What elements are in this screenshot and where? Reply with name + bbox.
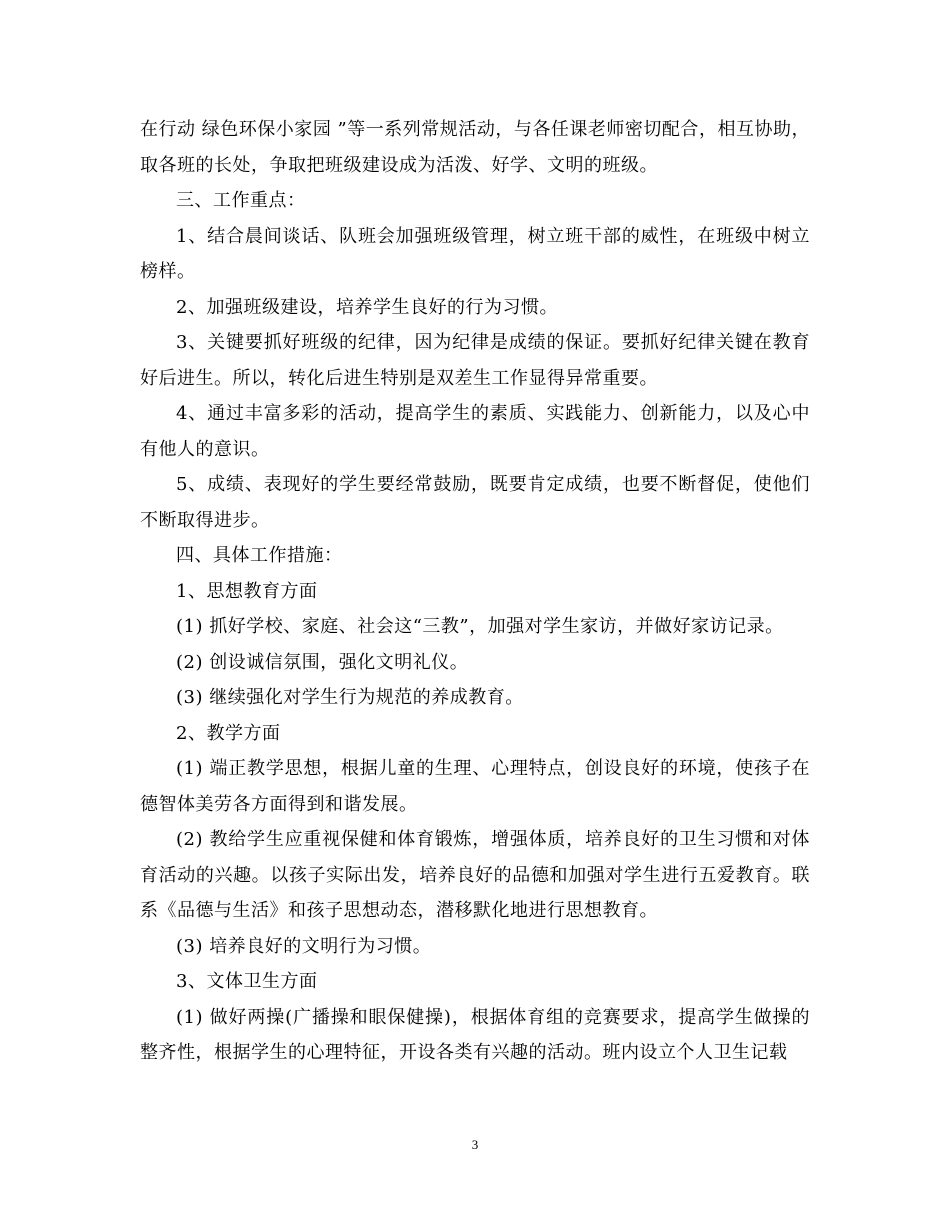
paragraph-continuation: 在行动 绿色环保小家园 ”等一系列常规活动，与各任课老师密切配合，相互协助，取各班的长处，争取把班级建设成为活泼、好学、文明的班级。 (140, 119, 810, 176)
section-heading-measures: 四、具体工作措施： (176, 545, 343, 566)
paragraph-focus-2: 2、加强班级建设，培养学生良好的行为习惯。 (176, 296, 558, 318)
page-number: 3 (471, 1137, 479, 1152)
paragraph-sports-1: (1) 做好两操(广播操和眼保健操)，根据体育组的竞赛要求，提高学生做操的整齐性，根据学生的心理特征，开设各类有兴趣的活动。班内设立个人卫生记载 (140, 1006, 810, 1063)
paragraph-ideological-1: (1) 抓好学校、家庭、社会这“三教”，加强对学生家访，并做好家访记录。 (176, 616, 784, 637)
section-heading-work-focus: 三、工作重点： (176, 190, 306, 211)
paragraph-focus-1: 1、结合晨间谈话、队班会加强班级管理，树立班干部的威性，在班级中树立榜样。 (140, 225, 810, 282)
paragraph-focus-3: 3、关键要抓好班级的纪律，因为纪律是成绩的保证。要抓好纪律关键在教育好后进生。所以，转化后进生特别是双差生工作显得异常重要。 (140, 332, 810, 389)
subheading-sports-hygiene: 3、文体卫生方面 (176, 971, 318, 992)
document-body (140, 112, 810, 1071)
paragraph-focus-5: 5、成绩、表现好的学生要经常鼓励，既要肯定成绩，也要不断督促，使他们不断取得进步。 (140, 474, 810, 531)
subheading-teaching: 2、教学方面 (176, 722, 281, 744)
paragraph-ideological-2: (2) 创设诚信氛围，强化文明礼仪。 (176, 651, 469, 673)
paragraph-teaching-1: (1) 端正教学思想，根据儿童的生理、心理特点，创设良好的环境，使孩子在德智体美劳各方面得到和谐发展。 (140, 758, 810, 815)
paragraph-ideological-3: (3) 继续强化对学生行为规范的养成教育。 (176, 687, 524, 708)
paragraph-focus-4: 4、通过丰富多彩的活动，提高学生的素质、实践能力、创新能力，以及心中有他人的意识。 (140, 403, 810, 460)
paragraph-teaching-3: (3) 培养良好的文明行为习惯。 (176, 935, 432, 957)
paragraph-teaching-2: (2) 教给学生应重视保健和体育锻炼，增强体质，培养良好的卫生习惯和对体育活动的兴趣。以孩子实际出发，培养良好的品德和加强对学生进行五爱教育。联系《品德与生活》和孩子思想动态，潜移默化地进行思想教育。 (140, 829, 810, 921)
subheading-ideological-education: 1、思想教育方面 (176, 580, 318, 602)
